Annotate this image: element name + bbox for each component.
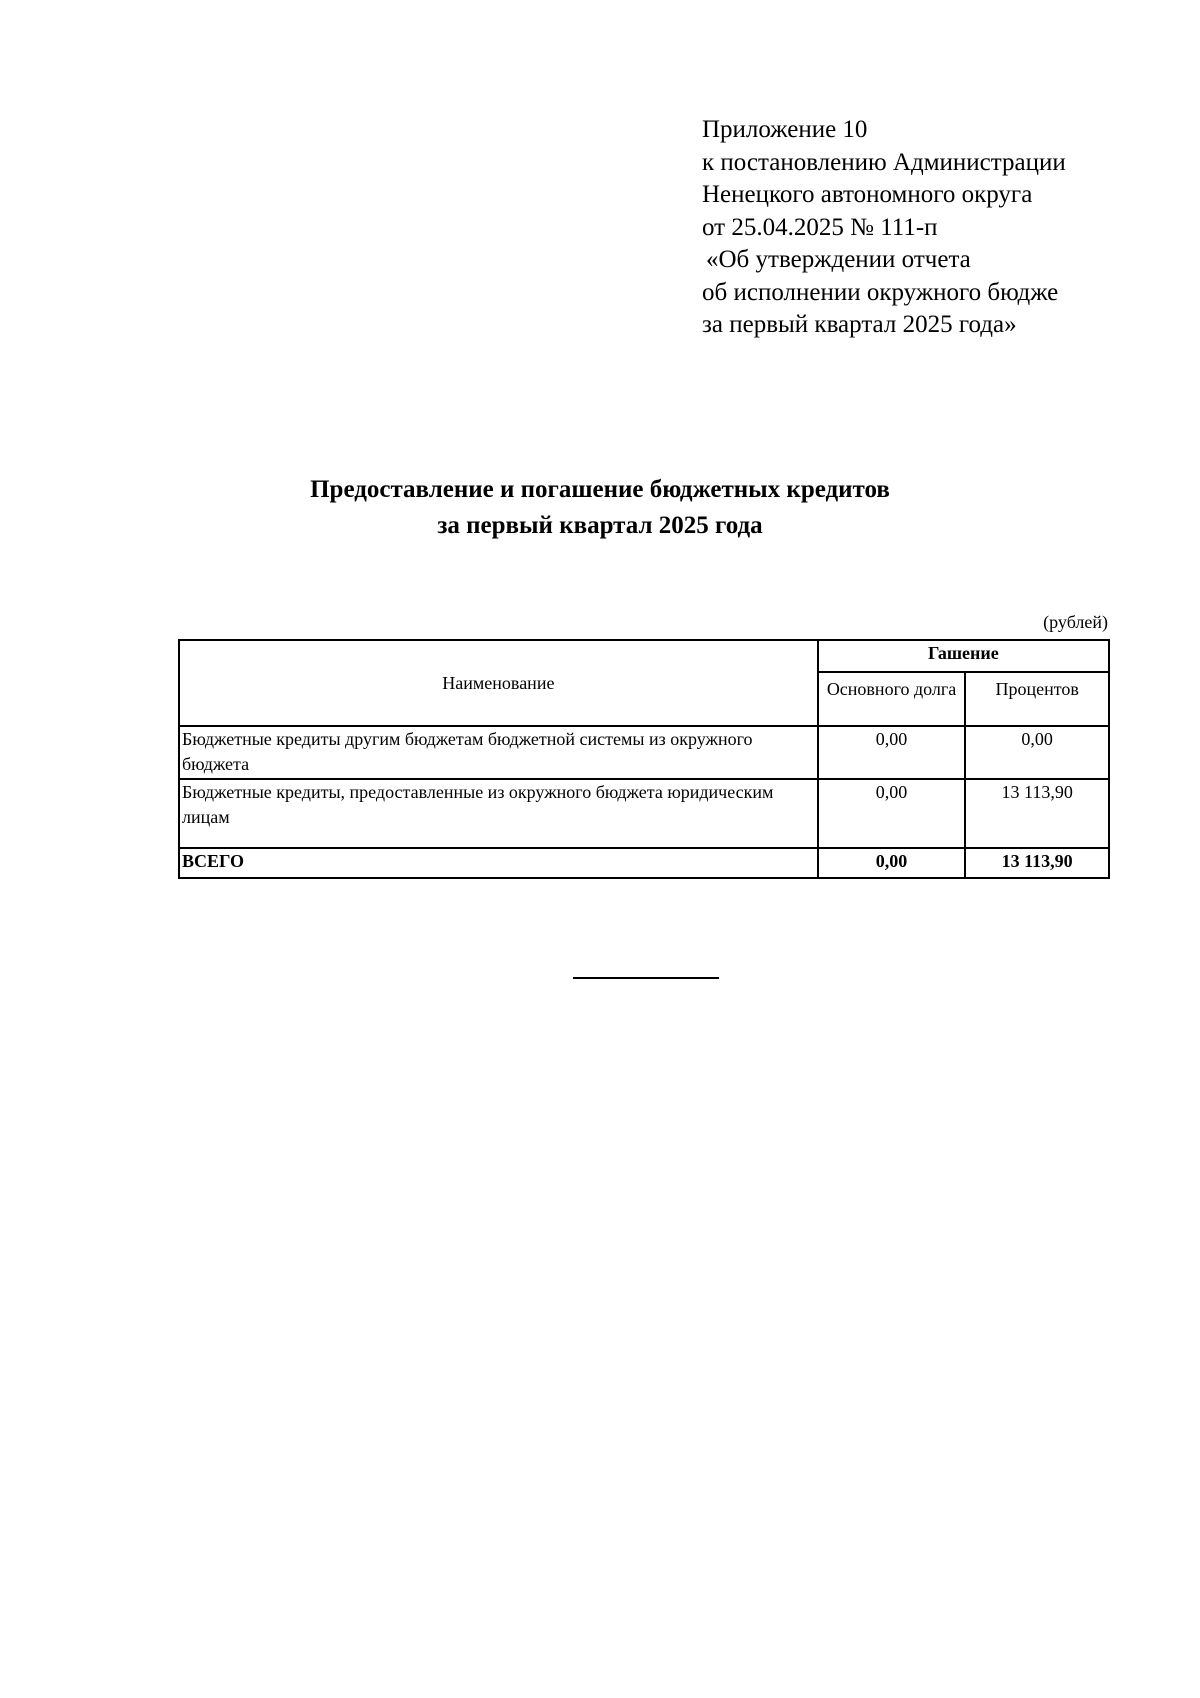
- table-row: [179, 779, 1109, 848]
- row-interest: 13 113,90: [965, 779, 1109, 848]
- title-line-1: Предоставление и погашение бюджетных кредитов: [310, 476, 890, 503]
- row-principal: 0,00: [818, 779, 966, 848]
- title-line-2: за первый квартал 2025 года: [437, 512, 763, 539]
- row-name: Бюджетные кредиты, предоставленные из окружного бюджета юридическим лицам: [179, 779, 818, 848]
- total-name: ВСЕГО: [179, 848, 818, 878]
- appendix-line: за первый квартал 2025 года»: [702, 311, 1017, 338]
- appendix-block: [702, 114, 1122, 342]
- table-total-row: [179, 848, 1109, 878]
- header-principal: Основного долга: [818, 672, 966, 726]
- total-principal: 0,00: [818, 848, 966, 878]
- appendix-line: об исполнении окружного бюдже: [702, 278, 1059, 306]
- table-header-row: [179, 640, 1109, 672]
- end-divider: [573, 977, 719, 979]
- header-name: Наименование: [179, 640, 818, 726]
- appendix-line: Приложение 10: [702, 116, 868, 143]
- header-interest: Процентов: [965, 672, 1109, 726]
- row-interest: 0,00: [965, 726, 1109, 779]
- credits-table: [178, 639, 1110, 879]
- document-title: [0, 472, 1200, 544]
- row-name: Бюджетные кредиты другим бюджетам бюджетной системы из окружного бюджета: [179, 726, 818, 779]
- total-interest: 13 113,90: [965, 848, 1109, 878]
- appendix-line: «Об утверждении отчета: [706, 246, 971, 273]
- header-group-repayment: Гашение: [818, 640, 1109, 672]
- appendix-line: от 25.04.2025 № 111-п: [702, 213, 938, 241]
- appendix-line: Ненецкого автономного округа: [702, 181, 1033, 208]
- table-row: [179, 726, 1109, 779]
- row-principal: 0,00: [818, 726, 966, 779]
- appendix-line: к постановлению Администрации: [702, 148, 1066, 176]
- units-label: (рублей): [1043, 612, 1108, 632]
